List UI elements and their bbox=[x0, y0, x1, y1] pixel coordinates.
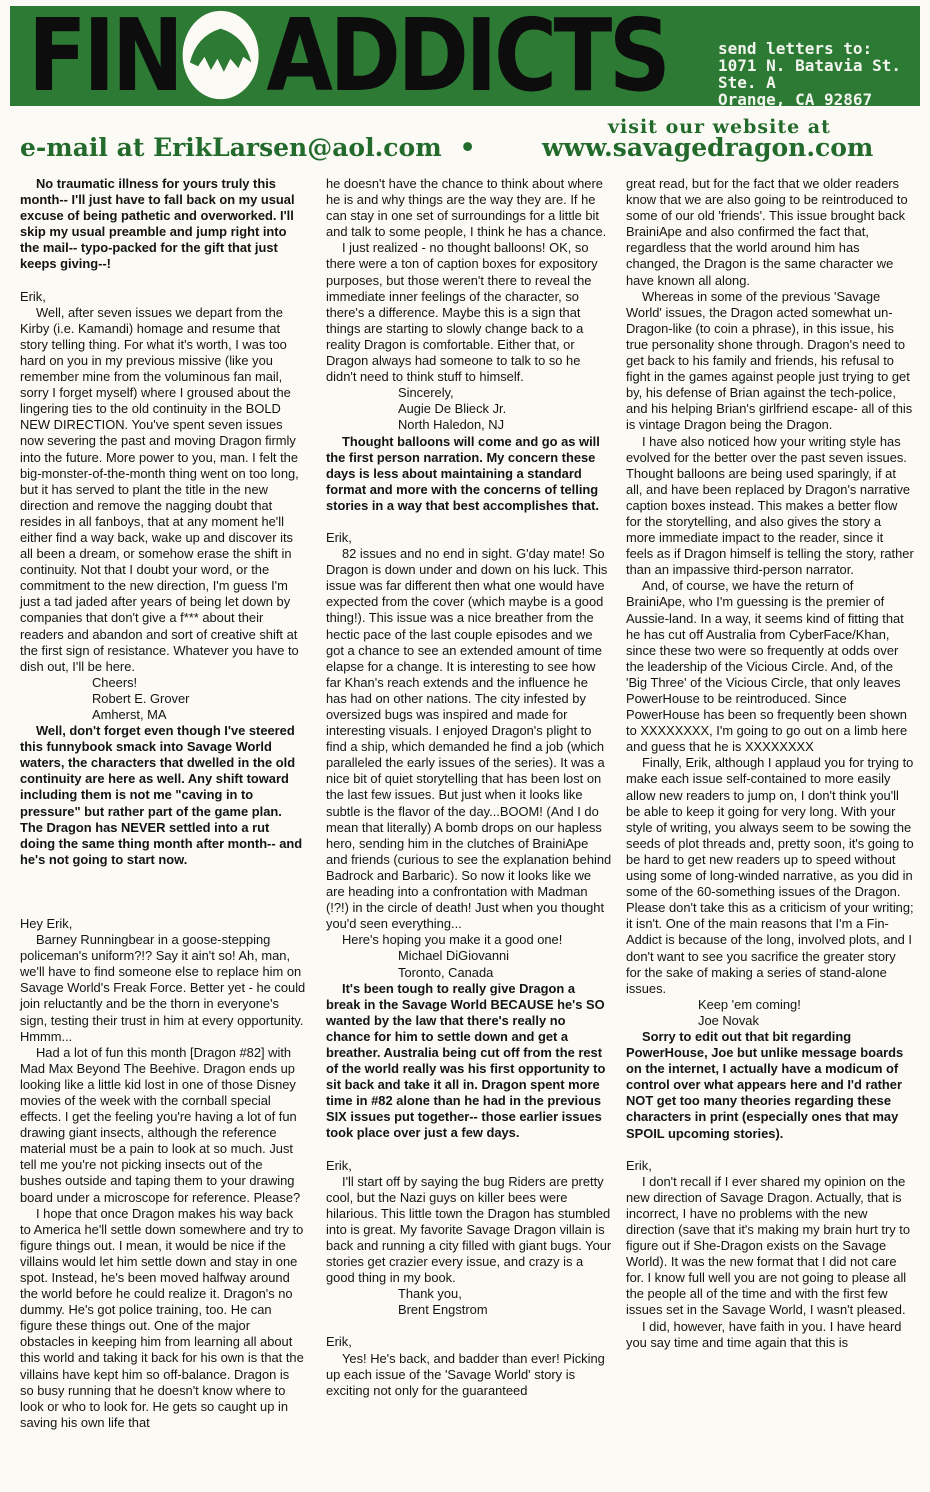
letter-signoff: Sincerely, bbox=[398, 385, 454, 401]
column-3 bbox=[626, 176, 914, 1351]
letter-author: Robert E. Grover bbox=[92, 690, 190, 706]
letter-salutation: Erik, bbox=[20, 288, 46, 304]
letter-location: Toronto, Canada bbox=[398, 964, 494, 980]
letter-author: Michael DiGiovanni bbox=[398, 948, 510, 964]
letter-author: Augie De Blieck Jr. bbox=[398, 401, 507, 417]
address-line: Ste. A bbox=[718, 73, 776, 92]
letters-columns bbox=[0, 176, 930, 1492]
logo-text-left: FIN bbox=[28, 0, 181, 114]
letter-paragraph: I did, however, have faith in you. I have heard you say time and time again that this is bbox=[626, 1318, 902, 1350]
letter-paragraph: Barney Runningbear in a goose-stepping policeman's uniform?!? Say it ain't so! Ah, man, we'll have to find someone else to replace him on Savage World's Freak Force. Better yet - he could join reluctantly and be the thorn in everyone's sign, testing their trust in him at every opportunity. Hmmm... bbox=[20, 932, 306, 1044]
page-header bbox=[0, 0, 930, 160]
letter-paragraph: I have also noticed how your writing style has evolved for the better over the past seven issues. Thought balloons are being used sparingly, if at all, and have been replaced by Dragon's narrative caption boxes instead. This makes a better flow for the storytelling, and also gives the story a more immediate impact to the reader, since it feels as if Dragon himself is telling the story, rather than an impassive third-person narrator. bbox=[626, 433, 914, 578]
letter-salutation: Erik, bbox=[326, 1157, 352, 1173]
letter-paragraph: Whereas in some of the previous 'Savage World' issues, the Dragon acted somewhat un-Dragon-like (to coin a phrase), in this issue, his true personality shone through. Dragon's need to get back to his family and friends, his refusal to fight in the games against people just trying to get by, his defense of Brian against the tech-police, and his helping Brian's girlfriend escape- all of this is vintage Dragon being the Dragon. bbox=[626, 288, 913, 433]
letter-salutation: Erik, bbox=[326, 529, 352, 545]
column-2 bbox=[326, 176, 612, 1399]
letter-location: North Haledon, NJ bbox=[398, 417, 505, 433]
editor-reply: It's been tough to really give Dragon a break in the Savage World BECAUSE he's SO wanted by the law that there's really no chance for him to settle down and get a breather. Australia being cut off from the rest of the world really was his first opportunity to sit back and take it all in. Dragon spent more time in #82 alone than he had in the previous SIX issues put together-- those earlier issues took place over just a few days. bbox=[326, 980, 606, 1141]
letter-paragraph: I don't recall if I ever shared my opinion on the new direction of Savage Dragon. Actually, that is incorrect, I have no problems with the new direction (save that it's making my brain hurt try to figure out if She-Dragon exists on the Savage World). It was the new format that I did not care for. I know full well you are not going to please all the people all of the time and with the first few issues set in the Savage World, I wasn't pleased. bbox=[626, 1173, 911, 1318]
bullet-separator: • bbox=[459, 133, 476, 162]
letter-paragraph: And, of course, we have the return of BrainiApe, who I'm guessing is the premier of Aussie-land. In a way, it seems kind of fitting that he has cut off Australia from CyberFace/Khan, since these two were so frequently at odds over the leadership of the Vicious Circle. And, of the 'Big Three' of the Vicious Circle, that only leaves PowerHouse to be reintroduced. Since PowerHouse has been so frequently been shown to XXXXXXXX, I'm going to go out on a limb here and guess that he is XXXXXXXX bbox=[626, 578, 908, 755]
letter-author: Joe Novak bbox=[698, 1012, 759, 1028]
editor-reply: Sorry to edit out that bit regarding PowerHouse, Joe but unlike message boards on the internet, I actually have a modicum of control over what appears here and I'd rather NOT get too many theories regarding these characters in print (especially ones that may SPOIL upcoming stories). bbox=[626, 1028, 904, 1141]
letter-signoff: Cheers! bbox=[92, 674, 138, 690]
letter-paragraph: I hope that once Dragon makes his way back to America he'll settle down somewhere and try to figure things out. I mean, it would be nice if the villains would let him settle down and stay in one spot. Instead, he's been moved halfway around the world before he could realize it. Dragon's no dummy. He's got police training, too. He can figure these things out. One of the major obstacles in keeping him from learning all about this world and taking it back for his own is that the villains have kept him so off-balance. Dragon is so busy running that he doesn't know where to look or who to look for. He gets so caught up in saving his own life that bbox=[20, 1205, 304, 1430]
letter-paragraph: great read, but for the fact that we older readers know that we are also going to be reintroduced to some of our old 'friends'. This issue brought back BrainiApe and also confirmed the fact that, regardless that the world around him has changed, the Dragon is the same character we have known all along. bbox=[626, 176, 908, 288]
letter-paragraph: Finally, Erik, although I applaud you for trying to make each issue self-contained to more easily allow new readers to jump on, I don't think you'll be able to keep it going for very long. With your style of writing, you always seem to be sowing the seeds of plot threads and, pretty soon, it's going to be hard to get new readers up to speed without using some of long-winded narrative, as you did in some of the 60-something issues of the Dragon. Please don't take this as a criticism of your writing; it isn't. One of the main reasons that I'm a Fin-Addict is because of the long, involved plots, and I don't want to see you sacrifice the greater story for the sake of making a series of stand-alone issues. bbox=[626, 755, 914, 996]
letter-salutation: Hey Erik, bbox=[20, 915, 73, 931]
mailing-address bbox=[718, 40, 923, 108]
editor-reply: Thought balloons will come and go as will the first person narration. My concern these days is less about maintaining a standard format and more with the concerns of telling stories in a way that best accomplishes that. bbox=[326, 433, 600, 513]
letter-paragraph: Had a lot of fun this month [Dragon #82] with Mad Max Beyond The Beehive. Dragon ends up looking like a little kid lost in one of those Disney movies of the week with the cornball special effects. I get the feeling you're having a lot of fun drawing giant insects, although the reference material must be a pain to look at so much. Just tell me you're not picking insects out of the bushes outside and taping them to your drawing board under a microscope for reference. Please? bbox=[20, 1044, 301, 1205]
address-line: 1071 N. Batavia St. bbox=[718, 56, 902, 75]
letter-body: I'll start off by saying the bug Riders are pretty cool, but the Nazi guys on killer bees were hilarious. This little town the Dragon has stumbled into is great. My favorite Savage Dragon villain is back and running a city filled with giant bugs. Your stories get crazier every issue, and crazy is a good thing in my book. bbox=[326, 1173, 612, 1286]
address-line: send letters to: bbox=[718, 39, 873, 58]
address-line: Orange, CA 92867 bbox=[718, 90, 873, 109]
editor-intro: No traumatic illness for yours truly this month-- I'll just have to fall back on my usual excuse of being pathetic and overworked. I'll skip my usual preamble and jump right into the mail-- typo-packed for the gift that just keeps giving--! bbox=[20, 176, 295, 272]
dragon-fin-icon bbox=[180, 8, 261, 102]
masthead-banner bbox=[10, 0, 920, 114]
letter-body: 82 issues and no end in sight. G'day mate! So Dragon is down under and down on his luck. This issue was far different then what one would have expected from the cover (which maybe is a good thing!). This issue was a nice breather from the hectic pace of the last couple episodes and we got a chance to see an extended amount of time elapse for a change. It is interesting to see how far Khan's reach extends and the influence he has had on other nations. The city infested by oversized bugs was inspired and made for interesting visuals. I enjoyed Dragon's plight to find a ship, which demanded he find a job (which paralleled the early issues of the series). It was a nice bit of quiet storytelling that has been lost on the last few issues. But just when it looks like subtle is the flavor of the day...BOOM! (And I do mean that literally) A bomb drops on our hapless hero, sending him in the clutches of BrainiApe and friends (curious to see the explanation behind Badrock and Barbaric). So now it looks like we are heading into a confrontation with Madman (!?!) in the circle of death! Just when you thought you'd seen everything... bbox=[326, 546, 612, 932]
letter-paragraph: he doesn't have the chance to think about where he is and why things are the way they are. If he can stay in one set of surroundings for a little bit and talk to some people, I think he has a chance. bbox=[326, 176, 607, 240]
fin-addicts-logo bbox=[28, 0, 668, 114]
letter-signoff: Thank you, bbox=[398, 1286, 462, 1302]
letter-paragraph: Yes! He's back, and badder than ever! Picking up each issue of the 'Savage World' story is exciting not only for the guaranteed bbox=[326, 1350, 605, 1398]
contact-line bbox=[20, 133, 920, 162]
letter-closing: Here's hoping you make it a good one! bbox=[342, 932, 563, 948]
letter-signoff: Keep 'em coming! bbox=[698, 996, 801, 1012]
website-url[interactable]: www.savagedragon.com bbox=[542, 133, 874, 162]
email-address[interactable]: e-mail at ErikLarsen@aol.com bbox=[20, 133, 442, 162]
letter-body: Well, after seven issues we depart from the Kirby (i.e. Kamandi) homage and resume that story telling thing. For what it's worth, I was too hard on you in my previous missive (like you remember mine from the voluminous fan mail, sorry I forget myself) where I groused about the lingering ties to the old continuity in the BOLD NEW DIRECTION. You've spent seven issues now severing the past and moving Dragon firmly into the future. More power to you, man. I felt the big-monster-of-the-month thing went on too long, but it has served to plant the title in the new direction and remove the nagging doubt that resides in all fanboys, that at any moment he'll either find a way back, wake up and discover its all been a dream, or somehow erase the shift in continuity. Not that I doubt your word, or the commitment to the new direction, I'm guess I'm just a tad jaded after years of being let down by companies that don't give a f*** about their readers and abandon and sort of creative shift at the first sign of resistance. Whatever you have to dish out, I'll be here. bbox=[20, 304, 299, 674]
letter-salutation: Erik, bbox=[326, 1334, 352, 1350]
column-1 bbox=[20, 176, 306, 1431]
letter-location: Amherst, MA bbox=[92, 707, 167, 722]
editor-reply: Well, don't forget even though I've steered this funnybook smack into Savage World waters, the characters that dwelled in the old continuity are here as well. Any shift toward including them is not me "caving in to pressure" but rather part of the game plan. The Dragon has NEVER settled into a rut doing the same thing month after month-- and he's not going to start now. bbox=[20, 723, 303, 867]
letter-salutation: Erik, bbox=[626, 1157, 652, 1173]
letter-author: Brent Engstrom bbox=[398, 1302, 488, 1318]
letter-paragraph: I just realized - no thought balloons! OK, so there were a ton of caption boxes for expository purposes, but those weren't there to reveal the immediate inner feelings of the character, so there's a difference. Maybe this is a sign that things are starting to slowly change back to a reality Dragon is comfortable. Either that, or Dragon always had someone to talk to so he didn't need to think stuff to himself. bbox=[326, 240, 598, 385]
logo-text-right: ADDICTS bbox=[266, 0, 668, 114]
website-label: visit our website at bbox=[608, 116, 831, 138]
